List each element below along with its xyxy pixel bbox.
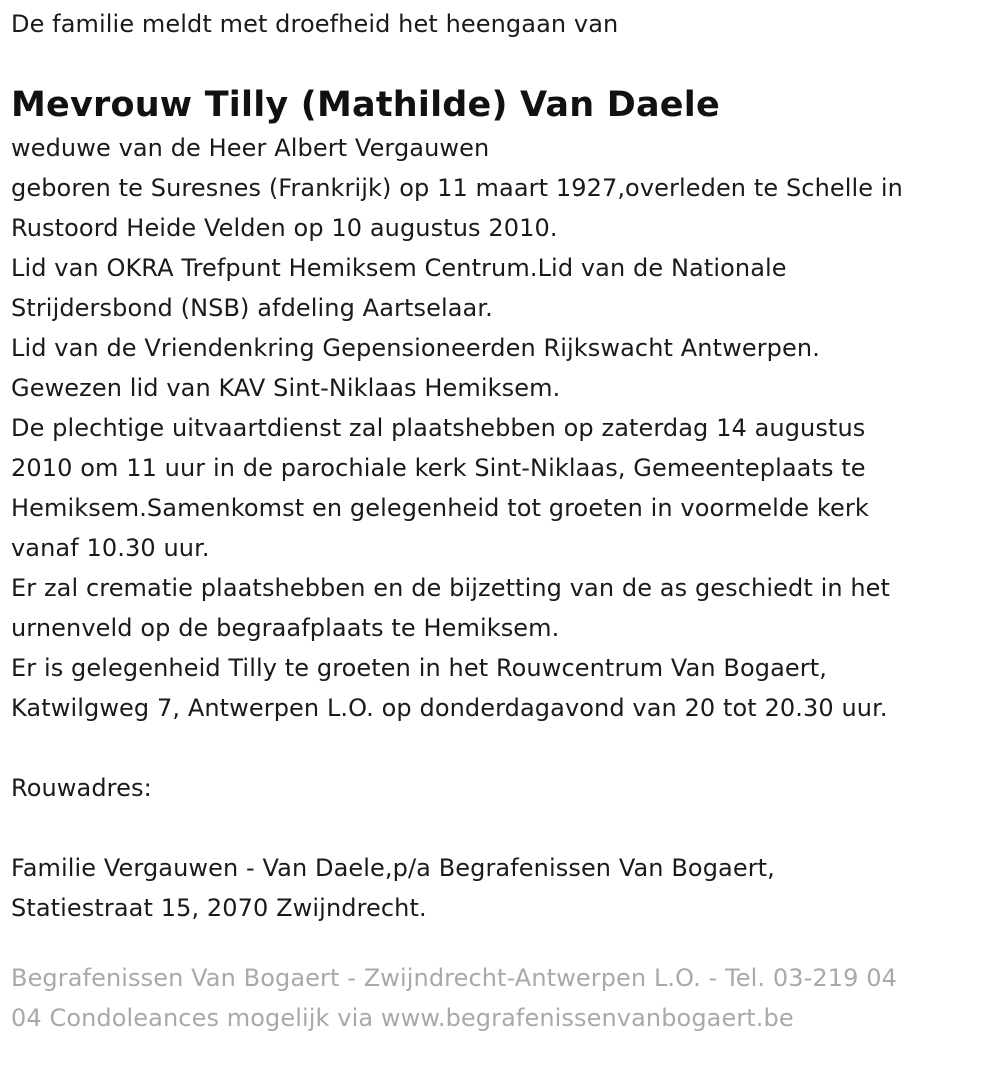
footer [11,958,986,1038]
spacer [11,728,986,768]
obituary-body [11,128,986,728]
body-line: Strijdersbond (NSB) afdeling Aartselaar. [11,294,493,322]
body-line: Katwilgweg 7, Antwerpen L.O. op donderdagavond van 20 tot 20.30 uur. [11,694,888,722]
body-line: Er is gelegenheid Tilly te groeten in het Rouwcentrum Van Bogaert, [11,654,827,682]
spacer [11,808,986,848]
body-line: geboren te Suresnes (Frankrijk) op 11 maart 1927,overleden te Schelle in [11,174,903,202]
body-line: urnenveld op de begraafplaats te Hemiksem. [11,614,560,642]
body-line: Er zal crematie plaatshebben en de bijzetting van de as geschiedt in het [11,574,891,602]
deceased-name: Mevrouw Tilly (Mathilde) Van Daele [11,85,720,125]
body-line: vanaf 10.30 uur. [11,534,210,562]
footer-line: 04 Condoleances mogelijk via www.begrafenissenvanbogaert.be [11,1004,794,1032]
body-line: Lid van OKRA Trefpunt Hemiksem Centrum.Lid van de Nationale [11,254,787,282]
obituary-notice [0,4,1000,1074]
body-line: Rustoord Heide Velden op 10 augustus 2010. [11,214,558,242]
body-line: De plechtige uitvaartdienst zal plaatshebben op zaterdag 14 augustus [11,414,866,442]
intro-text: De familie meldt met droefheid het heengaan van [11,10,619,38]
body-line: Lid van de Vriendenkring Gepensioneerden Rijkswacht Antwerpen. [11,334,820,362]
body-line: weduwe van de Heer Albert Vergauwen [11,134,490,162]
address-block [11,848,986,928]
body-line: Hemiksem.Samenkomst en gelegenheid tot groeten in voormelde kerk [11,494,869,522]
address-line: Statiestraat 15, 2070 Zwijndrecht. [11,894,427,922]
body-line: Gewezen lid van KAV Sint-Niklaas Hemiksem. [11,374,561,402]
address-line: Familie Vergauwen - Van Daele,p/a Begrafenissen Van Bogaert, [11,854,775,882]
footer-line: Begrafenissen Van Bogaert - Zwijndrecht-Antwerpen L.O. - Tel. 03-219 04 [11,964,897,992]
address-label: Rouwadres: [11,774,152,802]
body-line: 2010 om 11 uur in de parochiale kerk Sint-Niklaas, Gemeenteplaats te [11,454,866,482]
